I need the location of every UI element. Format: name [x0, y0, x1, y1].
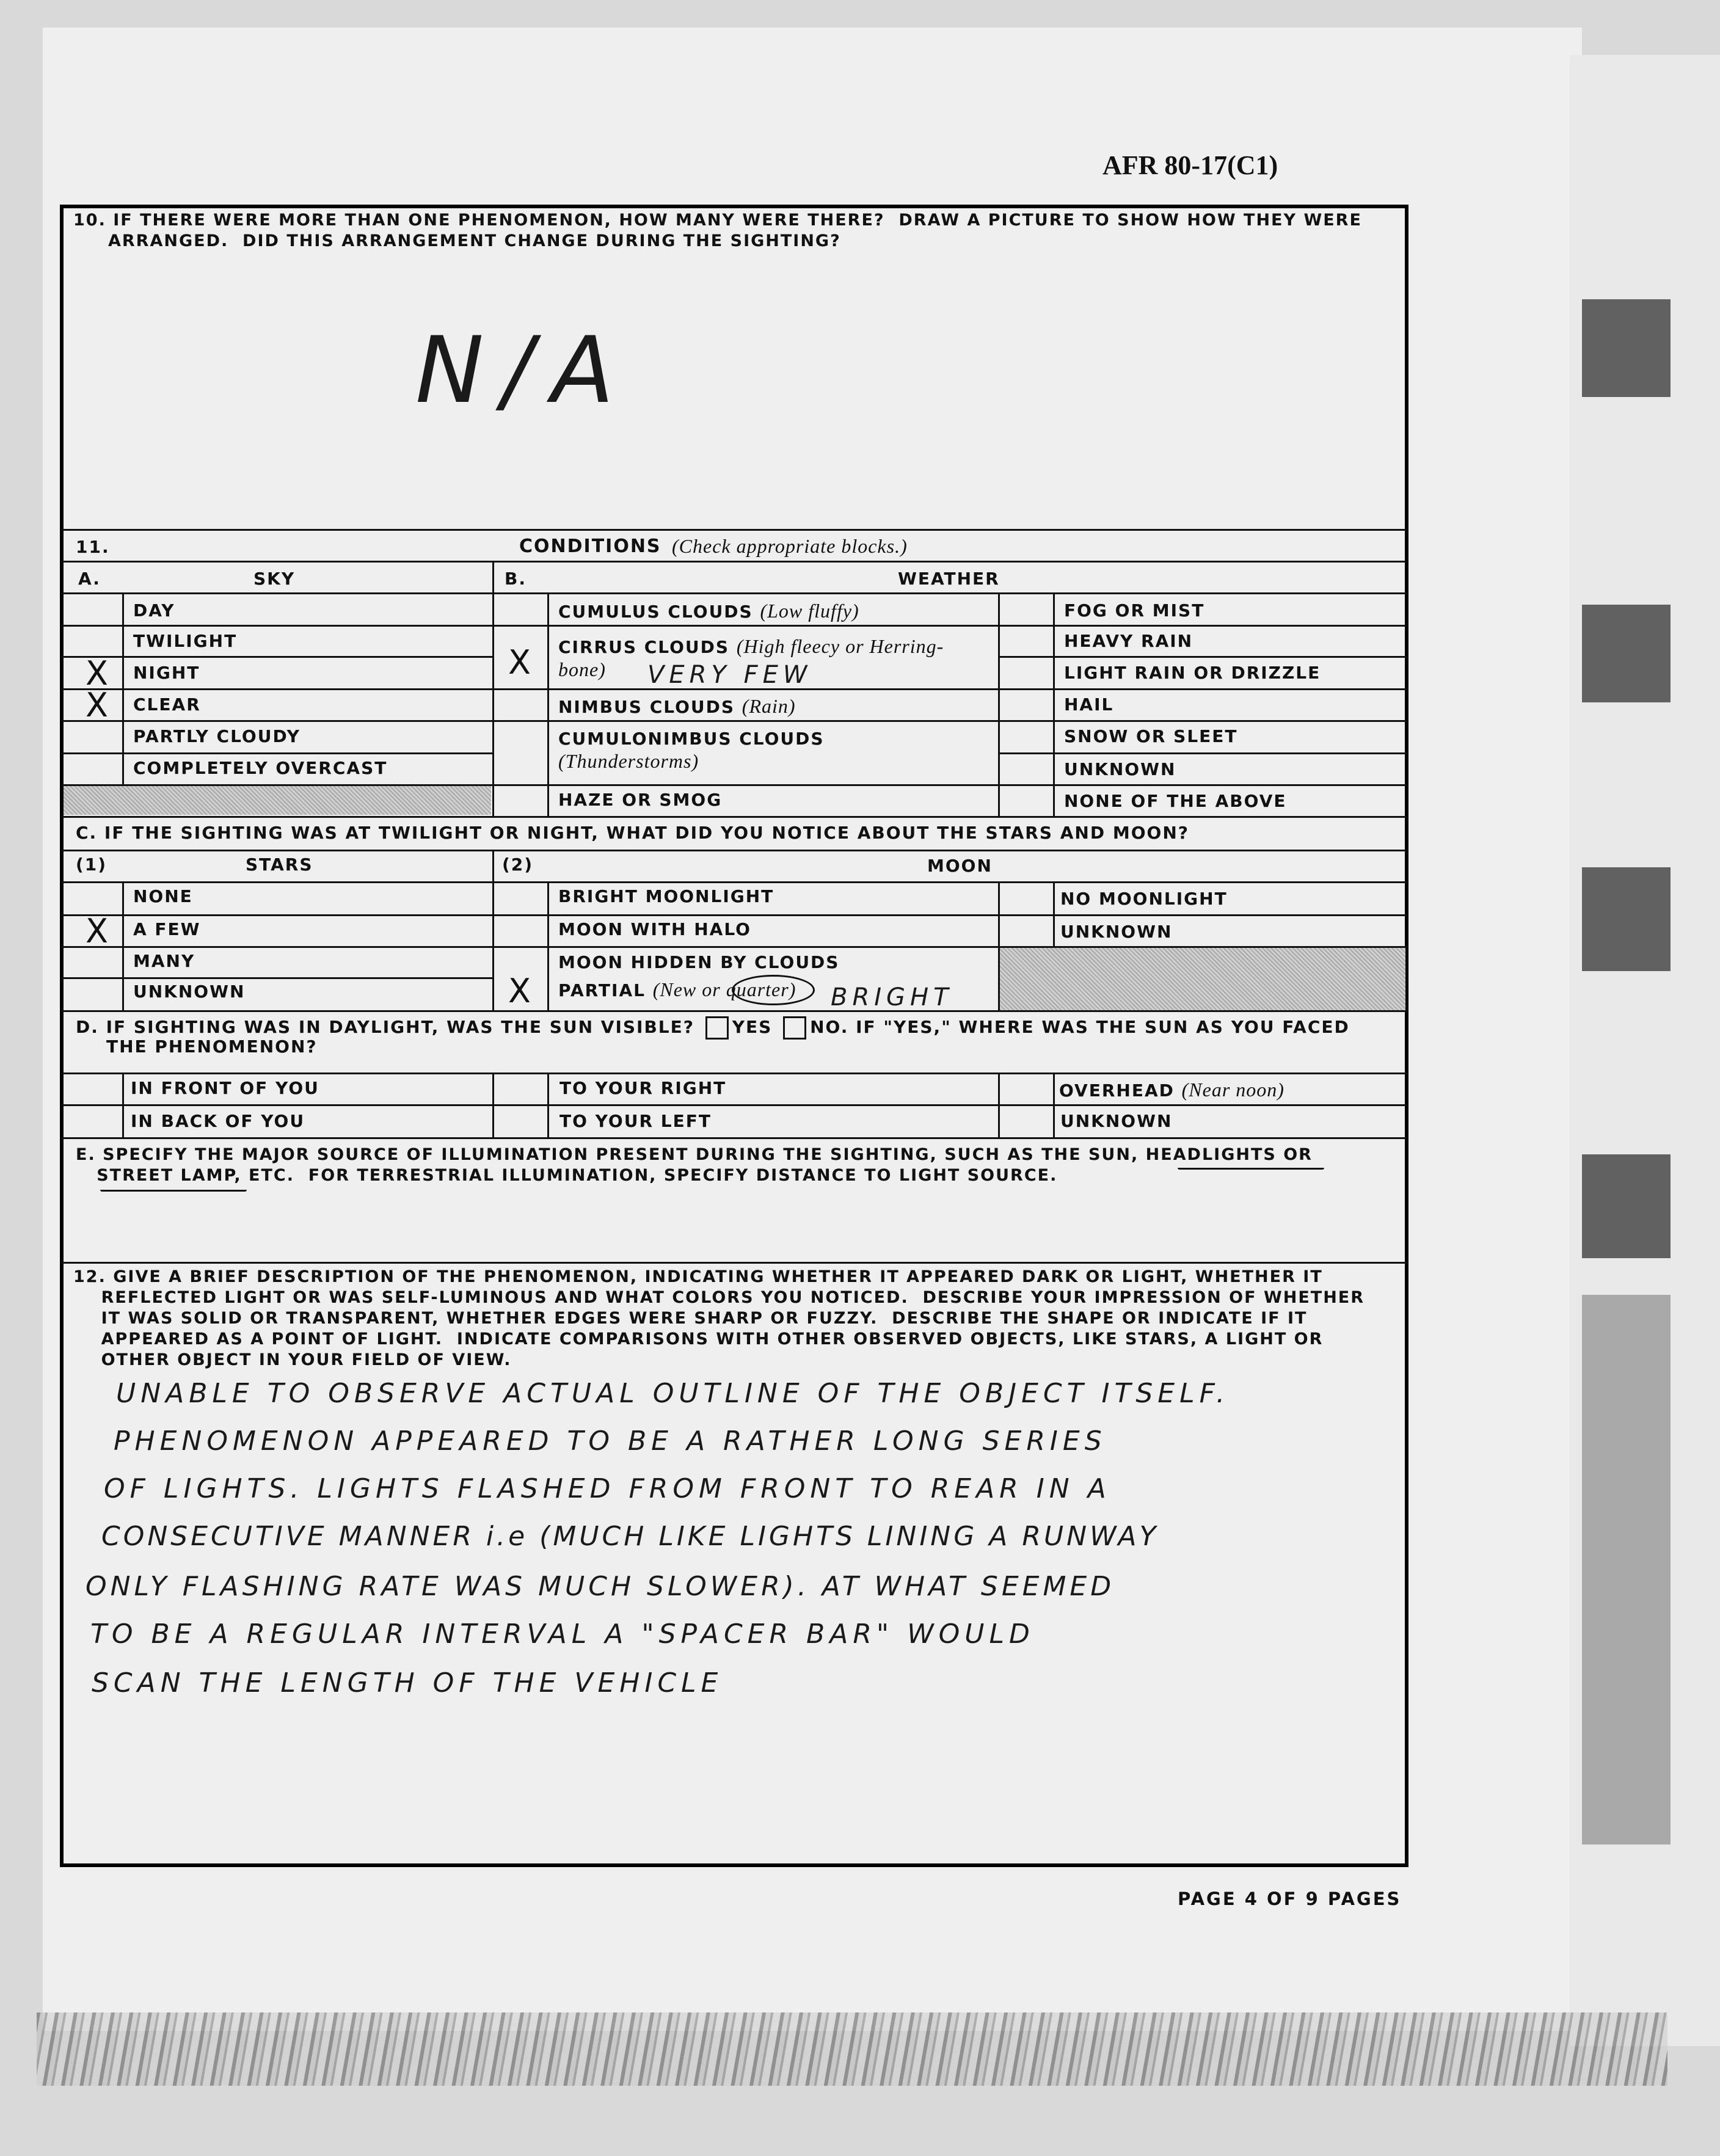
sky-letter: A. [78, 569, 101, 589]
rule [1053, 592, 1055, 816]
sun-yes-checkbox[interactable] [705, 1016, 729, 1040]
rule [547, 881, 549, 1011]
rule [62, 1137, 1407, 1139]
weather-light-rain: LIGHT RAIN OR DRIZZLE [1064, 663, 1321, 683]
sun-front: IN FRONT OF YOU [131, 1078, 319, 1098]
sky-partly-cloudy: PARTLY CLOUDY [133, 726, 301, 746]
weather-cumulus: CUMULUS CLOUDS (Low fluffy) [558, 600, 859, 622]
weather-cirrus-note2: bone) [558, 658, 606, 680]
rule [1053, 1073, 1055, 1137]
e-question: E. SPECIFY THE MAJOR SOURCE OF ILLUMINATION PRESENT DURING THE SIGHTING, SUCH AS THE SUN, HEADLIGHTS OR STREET LAMP, ETC. FOR TERRESTRIAL ILLUMINATION, SPECIFY DISTANCE TO LIGHT SOURCE. [76, 1145, 1313, 1185]
rule [62, 1262, 1407, 1264]
sky-day: DAY [133, 600, 175, 621]
q11-number: 11. [76, 537, 110, 557]
q11-title: CONDITIONS [519, 536, 661, 557]
scan-artifact [1582, 605, 1671, 702]
stars-unknown: UNKNOWN [133, 981, 246, 1002]
rule [62, 816, 1407, 818]
q12-answer-line-5: ONLY FLASHING RATE WAS MUCH SLOWER). AT WHAT SEEMED [86, 1571, 1115, 1602]
rule [62, 914, 1407, 916]
d-question: D. IF SIGHTING WAS IN DAYLIGHT, WAS THE SUN VISIBLE? YES NO. IF "YES," WHERE WAS THE SUN AS YOU FACED [76, 1016, 1350, 1040]
rule [62, 850, 1407, 851]
sky-night: NIGHT [133, 663, 200, 683]
weather-fog: FOG OR MIST [1064, 600, 1205, 621]
q10-question: 10. IF THERE WERE MORE THAN ONE PHENOMENON, HOW MANY WERE THERE? DRAW A PICTURE TO SHOW HOW THEY WERE ARRANGED. DID THIS ARRANGEMENT CHANGE DURING THE SIGHTING? [73, 211, 1362, 250]
rule [547, 1073, 549, 1137]
rule [62, 720, 1407, 722]
stars-many: MANY [133, 951, 195, 971]
stars-a-few-checkbox[interactable]: X [86, 912, 108, 950]
weather-cumulonimbus-note: (Thunderstorms) [558, 750, 699, 772]
sky-header: SKY [253, 569, 296, 589]
q12-answer-line-2: PHENOMENON APPEARED TO BE A RATHER LONG SERIES [114, 1426, 1107, 1457]
scan-artifact [1582, 299, 1671, 397]
stars-a-few: A FEW [133, 919, 201, 939]
rule [998, 1073, 1000, 1137]
moon-unknown: UNKNOWN [1060, 922, 1173, 942]
rule [998, 592, 1000, 816]
weather-header: WEATHER [898, 569, 1000, 589]
rule [62, 1010, 1407, 1012]
q12-answer-line-6: TO BE A REGULAR INTERVAL A "SPACER BAR" WOULD [90, 1619, 1035, 1650]
rule [62, 752, 494, 754]
rule [547, 592, 549, 816]
weather-haze: HAZE OR SMOG [558, 790, 723, 810]
weather-letter: B. [505, 569, 527, 589]
cirrus-handwritten-note: VERY FEW [647, 661, 812, 689]
weather-hail: HAIL [1064, 694, 1114, 715]
stars-num: (1) [76, 854, 108, 875]
moon-header: MOON [927, 856, 993, 876]
rule [62, 656, 494, 658]
rule [122, 1073, 124, 1137]
page-footer: PAGE 4 OF 9 PAGES [1178, 1888, 1402, 1909]
shaded-cell [1000, 948, 1405, 1010]
moon-hidden: MOON HIDDEN BY CLOUDS [558, 952, 840, 972]
sky-night-checkbox[interactable]: X [86, 654, 108, 693]
sun-left: TO YOUR LEFT [559, 1111, 712, 1131]
sky-clear-checkbox[interactable]: X [86, 686, 108, 724]
moon-no-moonlight: NO MOONLIGHT [1060, 889, 1228, 909]
scan-artifact [1582, 1295, 1671, 1845]
q11-title-note: (Check appropriate blocks.) [672, 535, 908, 557]
sun-right: TO YOUR RIGHT [559, 1078, 727, 1098]
sky-overcast: COMPLETELY OVERCAST [133, 758, 388, 778]
handwritten-underline [100, 1190, 247, 1192]
q12-question: 12. GIVE A BRIEF DESCRIPTION OF THE PHENOMENON, INDICATING WHETHER IT APPEARED DARK OR LIGHT, WHETHER IT REFLECTED LIGHT OR WAS SELF-LUMINOUS AND WHAT COLORS YOU NOTICED. DESCRIBE YOUR IMPRESSION OF WHETHER IT WAS SOLID OR TRANSPARENT, WHETHER EDGES WERE SHARP OR FUZZY. DESCRIBE THE SHAPE OR INDICATE IF IT APPEARED AS A POINT OF LIGHT. INDICATE COMPARISONS WITH OTHER OBSERVED OBJECTS, LIKE STARS, A LIGHT OR OTHER OBJECT IN YOUR FIELD OF VIEW. [73, 1267, 1365, 1369]
weather-none: NONE OF THE ABOVE [1064, 791, 1287, 811]
rule [62, 1104, 1407, 1106]
weather-cirrus: CIRRUS CLOUDS (High fleecy or Herring- [558, 635, 944, 657]
rule [62, 529, 1407, 531]
moon-halo: MOON WITH HALO [558, 919, 751, 939]
form-number: AFR 80-17(C1) [1102, 150, 1278, 180]
weather-cumulonimbus: CUMULONIMBUS CLOUDS [558, 729, 825, 749]
rule [998, 656, 1407, 658]
weather-snow: SNOW OR SLEET [1064, 726, 1238, 746]
c-question: C. IF THE SIGHTING WAS AT TWILIGHT OR NIGHT, WHAT DID YOU NOTICE ABOUT THE STARS AND MOON? [76, 823, 1190, 843]
q10-answer[interactable]: N/A [415, 318, 633, 424]
sky-twilight: TWILIGHT [133, 631, 238, 651]
q12-answer-line-7: SCAN THE LENGTH OF THE VEHICLE [92, 1667, 723, 1699]
rule [122, 592, 124, 815]
rule [62, 625, 1407, 627]
sun-back: IN BACK OF YOU [131, 1111, 305, 1131]
rule [62, 561, 1407, 563]
sun-no-checkbox[interactable] [783, 1016, 806, 1040]
weather-nimbus: NIMBUS CLOUDS (Rain) [558, 695, 796, 717]
scan-artifact [1582, 1154, 1671, 1258]
scan-artifact [1582, 867, 1671, 971]
rule [998, 752, 1407, 754]
rule [62, 977, 494, 979]
rule [122, 881, 124, 1011]
rule [492, 850, 494, 1011]
weather-cirrus-checkbox[interactable]: X [508, 643, 531, 682]
handwritten-underline [1178, 1168, 1324, 1170]
stars-header: STARS [246, 854, 313, 875]
weather-heavy-rain: HEAVY RAIN [1064, 631, 1193, 651]
q12-answer-line-3: OF LIGHTS. LIGHTS FLASHED FROM FRONT TO REAR IN A [104, 1473, 1111, 1504]
weather-unknown: UNKNOWN [1064, 759, 1176, 779]
moon-partial-checkbox[interactable]: X [508, 972, 531, 1010]
scan-noise-strip [37, 2012, 1667, 2086]
rule [62, 881, 1407, 883]
sun-unknown: UNKNOWN [1060, 1111, 1173, 1131]
d-question-cont: THE PHENOMENON? [106, 1036, 318, 1057]
rule [62, 1073, 1407, 1074]
rule [62, 592, 1407, 594]
moon-handwritten-note: BRIGHT [831, 983, 953, 1011]
sky-clear: CLEAR [133, 694, 201, 715]
quarter-circled [732, 975, 815, 1005]
shaded-cell [64, 786, 491, 815]
sun-overhead: OVERHEAD (Near noon) [1059, 1079, 1285, 1101]
q12-answer-line-4: CONSECUTIVE MANNER i.e (MUCH LIKE LIGHTS LINING A RUNWAY [101, 1521, 1159, 1552]
q12-answer-line-1: UNABLE TO OBSERVE ACTUAL OUTLINE OF THE OBJECT ITSELF. [116, 1378, 1230, 1409]
moon-num: (2) [502, 854, 534, 875]
moon-partial: PARTIAL (New or quarter) [558, 978, 796, 1000]
rule [492, 561, 494, 816]
moon-bright: BRIGHT MOONLIGHT [558, 886, 774, 906]
rule [492, 1073, 494, 1137]
stars-none: NONE [133, 886, 193, 906]
